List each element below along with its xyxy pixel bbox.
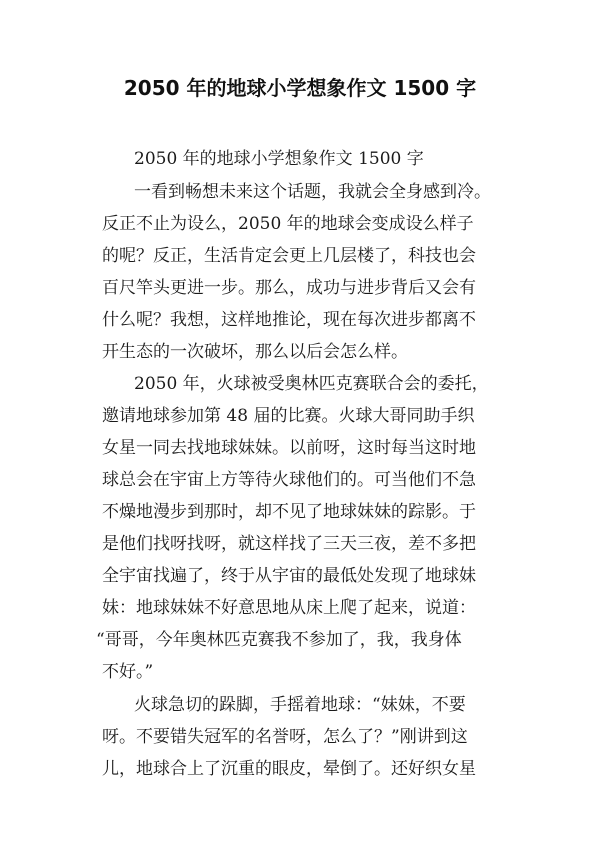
- paragraph-1-line-5: 什么呢？我想，这样地推论，现在每次进步都离不: [102, 310, 476, 330]
- paragraph-3-line-1: 火球急切的跺脚，手摇着地球：“妹妹，不要: [134, 695, 466, 715]
- paragraph-2-line-5: 不燥地漫步到那时，却不见了地球妹妹的踪影。于: [102, 502, 476, 522]
- paragraph-2-line-4: 球总会在宇宙上方等待火球他们的。可当他们不急: [102, 470, 476, 490]
- paragraph-3-line-3: 儿，地球合上了沉重的眼皮，晕倒了。还好织女星: [102, 759, 476, 779]
- paragraph-2-line-7: 全宇宙找遍了，终于从宇宙的最低处发现了地球妹: [102, 566, 476, 586]
- paragraph-2-line-6: 是他们找呀找呀，就这样找了三天三夜，差不多把: [102, 534, 476, 554]
- paragraph-1-line-6: 开生态的一次破坏，那么以后会怎么样。: [102, 342, 408, 362]
- page-title: 2050 年的地球小学想象作文 1500 字: [123, 76, 477, 100]
- paragraph-2-line-8: 妹：地球妹妹不好意思地从床上爬了起来，说道：: [102, 598, 476, 618]
- essay-heading-line: 2050 年的地球小学想象作文 1500 字: [134, 149, 424, 169]
- paragraph-2-line-9: “哥哥，今年奥林匹克赛我不参加了，我，我身体: [96, 630, 462, 650]
- paragraph-1-line-2: 反正不止为设么，2050 年的地球会变成设么样子: [102, 214, 474, 234]
- paragraph-3-line-2: 呀。不要错失冠军的名誉呀，怎么了？”刚讲到这: [102, 727, 468, 747]
- paragraph-2-line-10: 不好。”: [102, 662, 154, 682]
- paragraph-2-line-2: 邀请地球参加第 48 届的比赛。火球大哥同助手织: [102, 406, 475, 426]
- paragraph-2-line-3: 女星一同去找地球妹妹。以前呀，这时每当这时地: [102, 438, 476, 458]
- paragraph-1-line-3: 的呢？反正，生活肯定会更上几层楼了，科技也会: [102, 246, 476, 266]
- paragraph-2-line-1: 2050 年，火球被受奥林匹克赛联合会的委托，: [134, 374, 489, 394]
- paragraph-1-line-4: 百尺竿头更进一步。那么，成功与进步背后又会有: [102, 278, 476, 298]
- paragraph-1-line-1: 一看到畅想未来这个话题，我就会全身感到冷。: [134, 182, 491, 202]
